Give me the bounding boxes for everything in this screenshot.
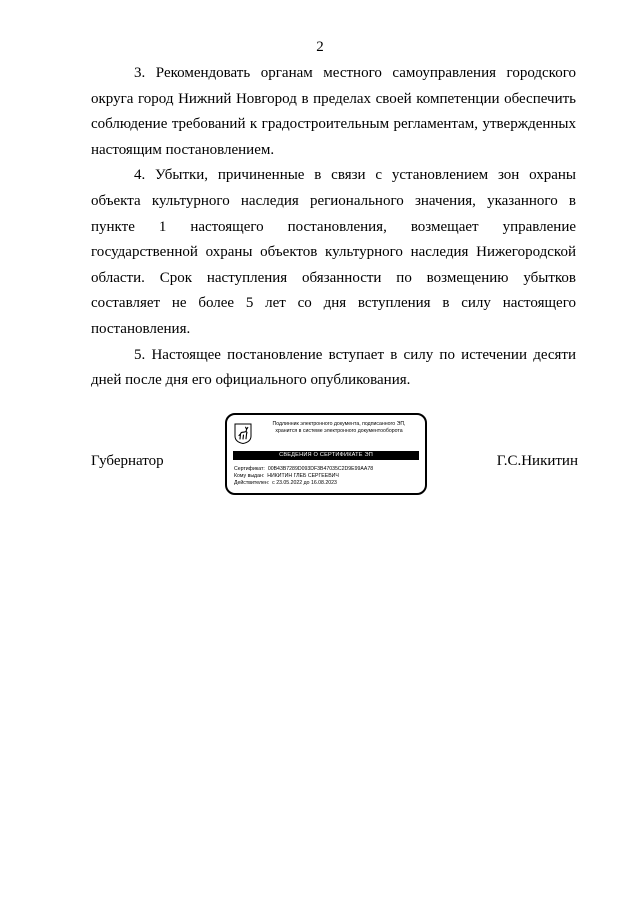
certificate-row	[234, 466, 424, 473]
validity-value: с 23.05.2022 до 16.08.2023	[272, 480, 337, 486]
signer-position: Губернатор	[91, 453, 164, 469]
deer-emblem-icon	[234, 423, 252, 444]
signature-block	[91, 413, 578, 503]
validity-label: Действителен:	[234, 480, 270, 486]
paragraph-5: 5. Настоящее постановление вступает в силу по истечении десяти дней после дня его официального опубликования.	[91, 346, 576, 389]
page-number: 2	[316, 39, 324, 55]
stamp-header-line-2: хранится в системе электронного документооборота	[275, 428, 403, 434]
electronic-signature-stamp	[225, 413, 427, 495]
issued-to-label: Кому выдан:	[234, 473, 265, 479]
document-body	[91, 61, 576, 394]
certificate-label: Сертификат:	[234, 466, 265, 472]
stamp-header	[255, 421, 423, 435]
certificate-info-bar: СВЕДЕНИЯ О СЕРТИФИКАТЕ ЭП	[233, 451, 419, 460]
stamp-header-line-1: Подлинник электронного документа, подписанного ЭП,	[272, 421, 406, 427]
certificate-details	[234, 466, 424, 487]
paragraph-4: 4. Убытки, причиненные в связи с установлением зон охраны объекта культурного наследия регионального значения, указанного в пункте 1 настоящего постановления, возмещает управление государственной охраны объектов культурного наследия Нижегородской области. Срок наступления обязанности по возмещению убытков составляет не более 5 лет со дня вступления в силу настоящего постановления.	[91, 167, 576, 337]
paragraph-3: 3. Рекомендовать органам местного самоуправления городского округа город Нижний Новгород в пределах своей компетенции обеспечить соблюдение требований к градостроительным регламентам, утвержденных настоящим постановлением.	[91, 65, 576, 158]
certificate-value: 00B43B7289D093DF3B47035C2D9E99AA78	[267, 466, 374, 472]
issued-to-row	[234, 473, 424, 480]
issued-to-value: НИКИТИН ГЛЕБ СЕРГЕЕВИЧ	[267, 473, 339, 479]
signer-name: Г.С.Никитин	[496, 453, 578, 469]
validity-row	[234, 480, 424, 487]
